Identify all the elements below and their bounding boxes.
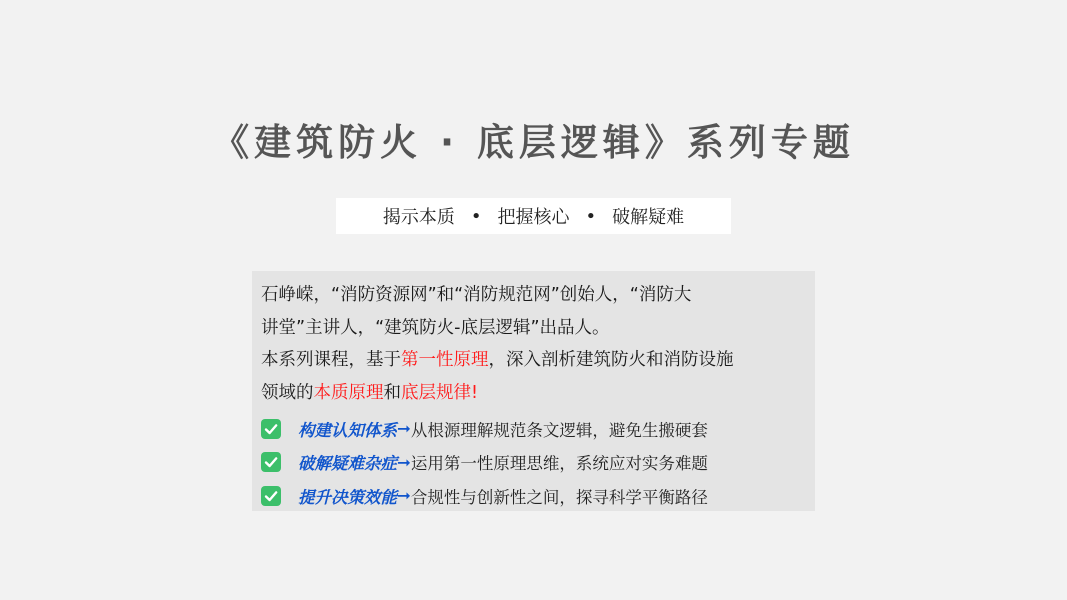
bullet-text: 运用第一性原理思维，系统应对实务难题 [410,454,708,474]
highlight-underlying-rules: 底层规律 [401,382,471,403]
bullet-heading: 破解疑难杂症 [298,454,397,474]
subtitle-item: 破解疑难 [612,207,685,228]
highlight-essential-principles: 本质原理 [313,382,384,403]
exclamation-mark: ! [471,382,479,403]
arrow-icon: ➞ [397,486,411,506]
subtitle-separator: • [470,205,482,227]
intro-panel [252,271,815,511]
course-text: 和 [383,382,401,403]
bullet-text: 从根源理解规范条文逻辑，避免生搬硬套 [410,420,708,440]
author-intro-line: 讲堂”主讲人，“建筑防火-底层逻辑”出品人。 [261,317,610,338]
bullet-heading: 提升决策效能 [298,487,397,507]
subtitle-separator: • [585,205,597,227]
benefit-list [261,412,815,511]
course-text: ，深入剖析建筑防火和消防设施 [488,350,734,370]
course-text: 本系列课程，基于 [261,350,401,370]
check-icon [261,419,281,439]
subtitle-item: 揭示本质 [382,207,455,228]
list-item [261,479,815,511]
course-text: 领域的 [261,382,314,403]
check-icon [261,486,281,506]
bullet-heading: 构建认知体系 [298,420,397,440]
check-icon [261,452,281,472]
list-item [261,412,815,446]
subtitle-banner [336,198,731,234]
course-description-line [261,377,815,410]
list-item [261,446,815,480]
course-description-line [261,344,815,377]
author-intro-line: 石峥嵘，“消防资源网”和“消防规范网”创始人，“消防大 [261,285,692,305]
bullet-text: 合规性与创新性之间，探寻科学平衡路径 [410,487,708,507]
arrow-icon: ➞ [397,452,411,472]
page-title: 《建筑防火 · 底层逻辑》系列专题 [212,121,855,164]
arrow-icon: ➞ [397,419,411,439]
highlight-first-principles: 第一性原理 [401,350,489,370]
subtitle-item: 把握核心 [497,207,570,228]
